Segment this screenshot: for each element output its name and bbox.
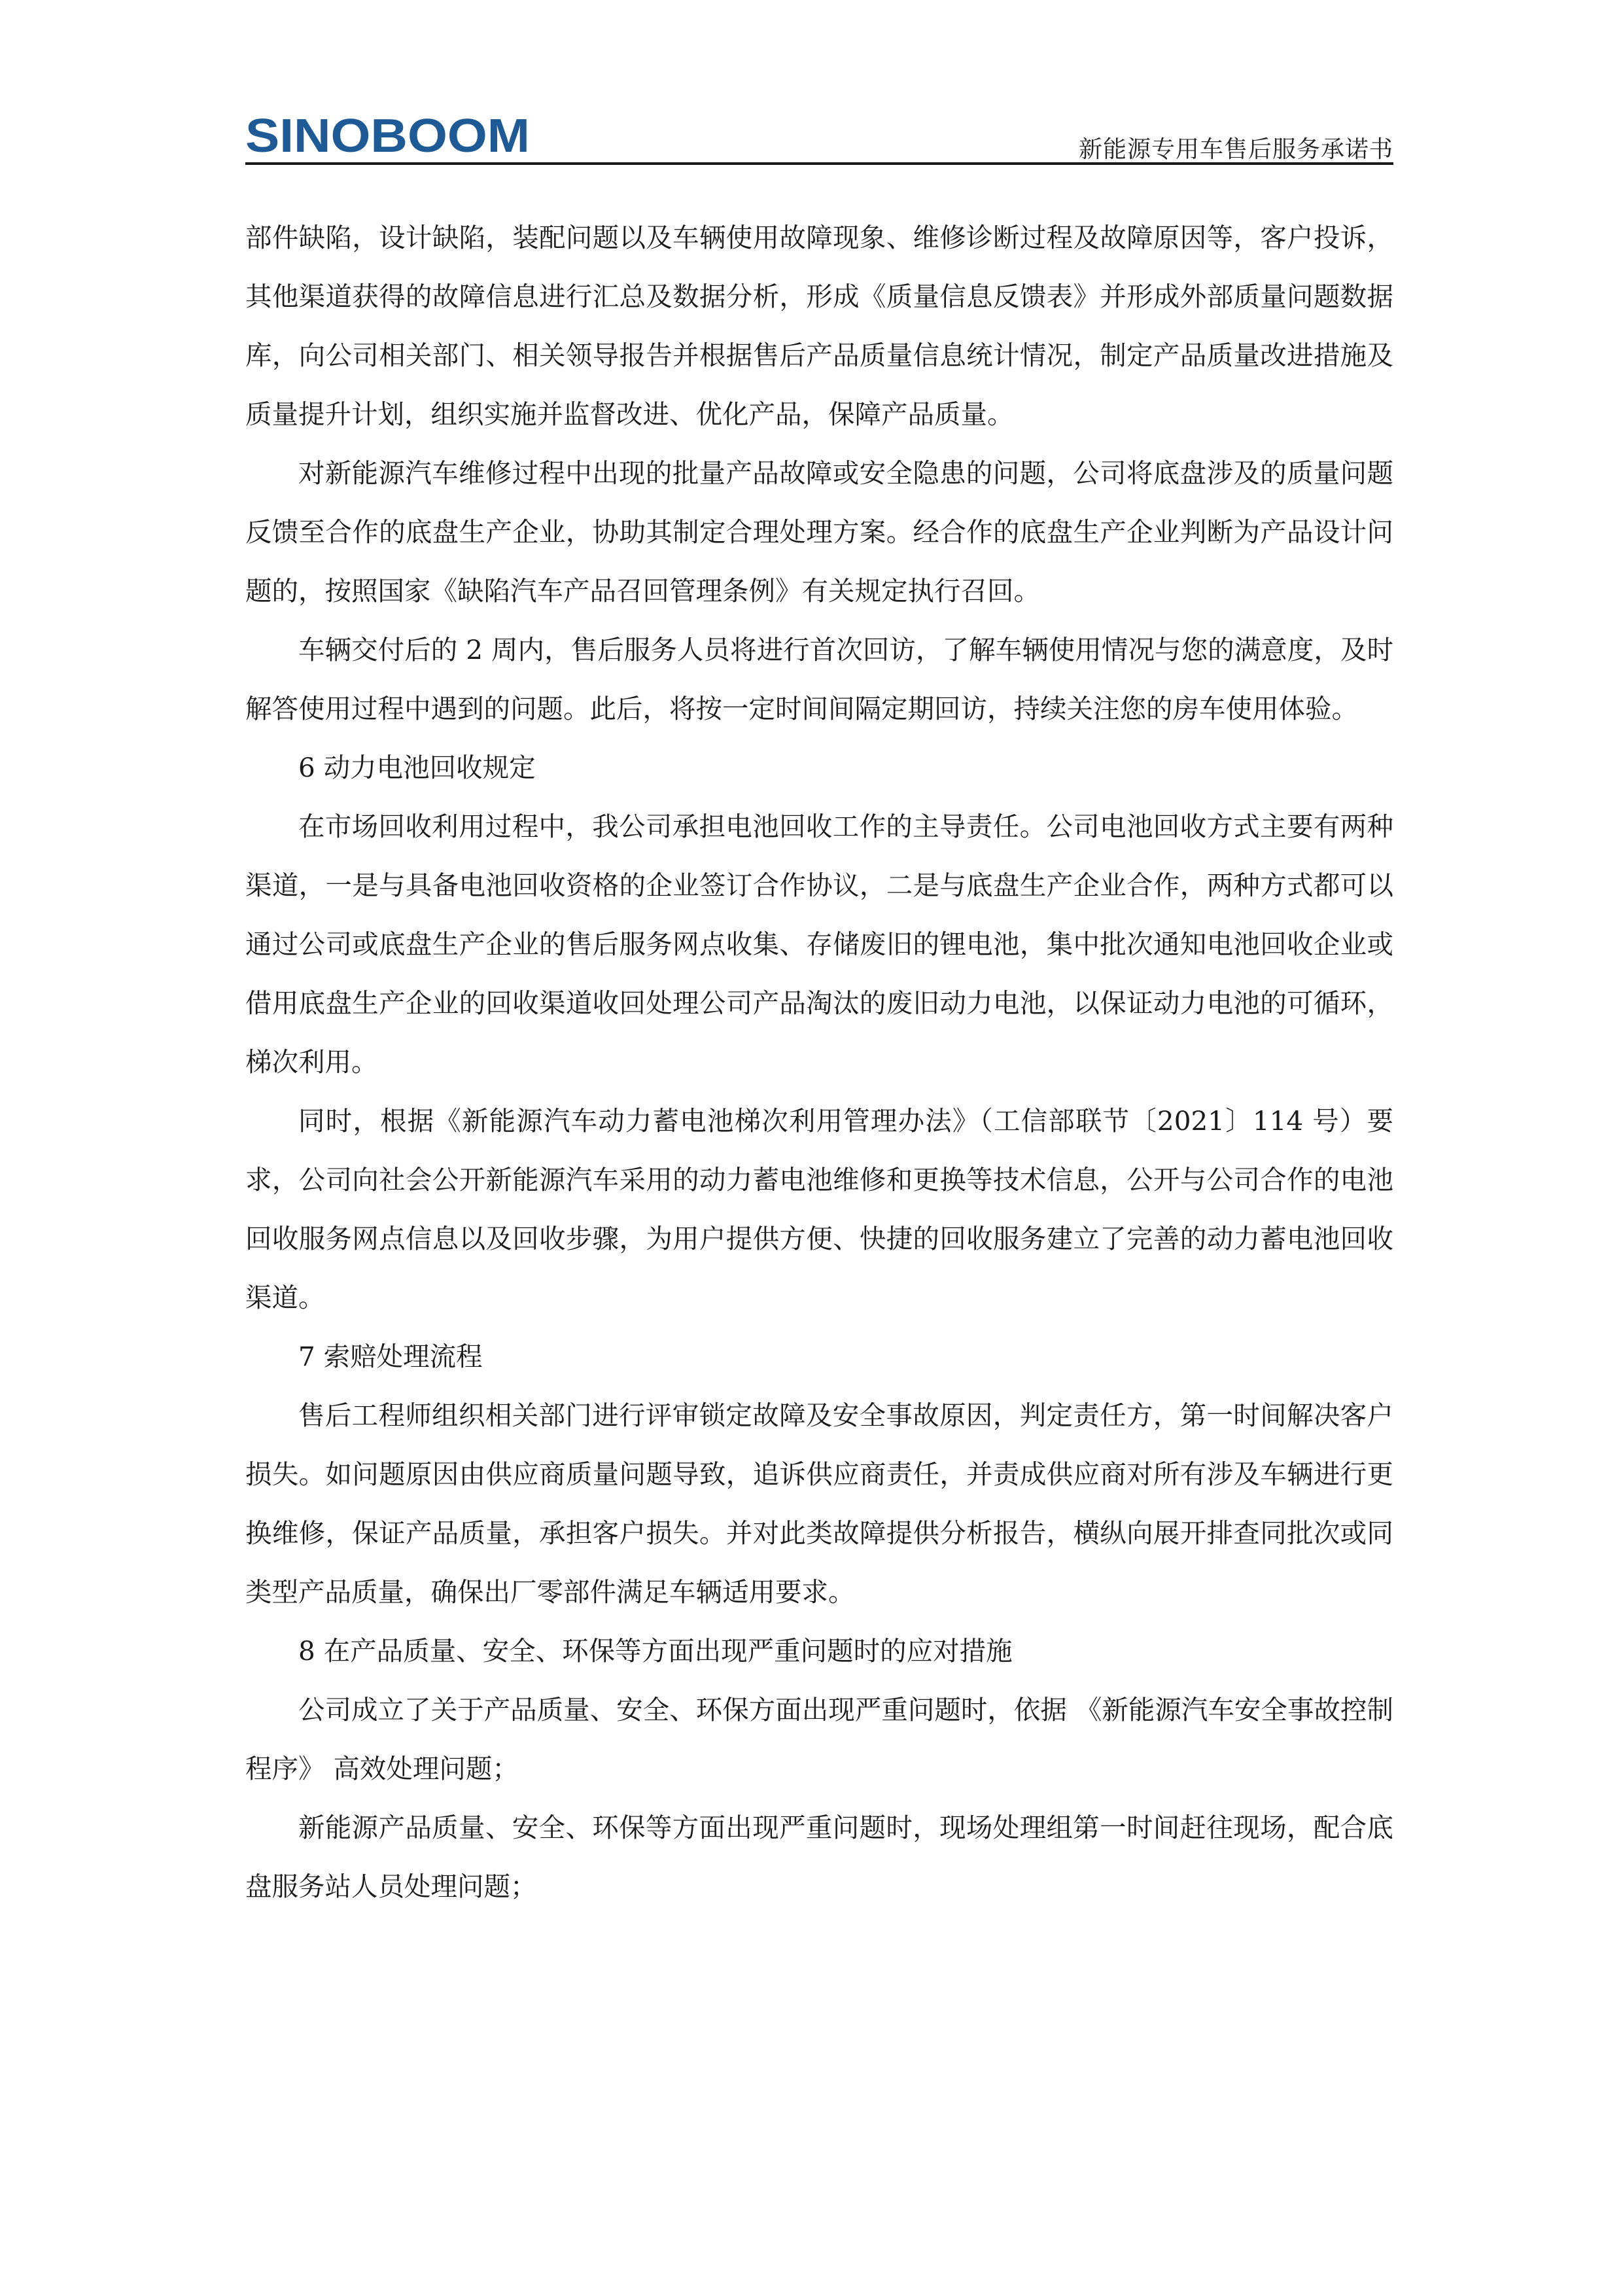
- section-heading-6: 6 动力电池回收规定: [298, 752, 536, 783]
- paragraph-battery-regulation: 同时，根据《新能源汽车动力蓄电池梯次利用管理办法》（工信部联节〔2021〕114 号）要求，公司向社会公开新能源汽车采用的动力蓄电池维修和更换等技术信息，公开与公司合作的电池回收服务网点信息以及回收步骤，为用户提供方便、快捷的回收服务建立了完善的动力蓄电池回收渠道。: [245, 1105, 1393, 1313]
- page-header: [245, 98, 1393, 164]
- paragraph-onsite-handling: 新能源产品质量、安全、环保等方面出现严重问题时，现场处理组第一时间赶往现场，配合底盘服务站人员处理问题；: [245, 1812, 1393, 1902]
- section-heading-7: 7 索赔处理流程: [298, 1341, 483, 1372]
- section-heading-8: 8 在产品质量、安全、环保等方面出现严重问题时的应对措施: [298, 1635, 1013, 1667]
- svg-text:SINOBOOM: SINOBOOM: [245, 114, 530, 157]
- paragraph-claims-process: 售后工程师组织相关部门进行评审锁定故障及安全事故原因，判定责任方，第一时间解决客户损失。如问题原因由供应商质量问题导致，追诉供应商责任，并责成供应商对所有涉及车辆进行更换维修，保证产品质量，承担客户损失。并对此类故障提供分析报告，横纵向展开排查同批次或同类型产品质量，确保出厂零部件满足车辆适用要求。: [245, 1400, 1393, 1608]
- paragraph-continued: 部件缺陷，设计缺陷，装配问题以及车辆使用故障现象、维修诊断过程及故障原因等，客户投诉，其他渠道获得的故障信息进行汇总及数据分析，形成《质量信息反馈表》并形成外部质量问题数据库，向公司相关部门、相关领导报告并根据售后产品质量信息统计情况，制定产品质量改进措施及质量提升计划，组织实施并监督改进、优化产品，保障产品质量。: [245, 222, 1393, 430]
- paragraph-battery-recycling: 在市场回收利用过程中，我公司承担电池回收工作的主导责任。公司电池回收方式主要有两种渠道，一是与具备电池回收资格的企业签订合作协议，二是与底盘生产企业合作，两种方式都可以通过公司或底盘生产企业的售后服务网点收集、存储废旧的锂电池，集中批次通知电池回收企业或借用底盘生产企业的回收渠道收回处理公司产品淘汰的废旧动力电池，以保证动力电池的可循环，梯次利用。: [245, 811, 1393, 1078]
- document-body: [245, 208, 1393, 1916]
- header-divider: [245, 162, 1393, 165]
- paragraph-follow-up-visit: 车辆交付后的 2 周内，售后服务人员将进行首次回访，了解车辆使用情况与您的满意度，及时解答使用过程中遇到的问题。此后，将按一定时间间隔定期回访，持续关注您的房车使用体验。: [245, 634, 1393, 724]
- document-title: 新能源专用车售后服务承诺书: [1078, 136, 1393, 163]
- paragraph-emergency-procedure: 公司成立了关于产品质量、安全、环保方面出现严重问题时，依据 《新能源汽车安全事故控制程序》 高效处理问题；: [245, 1694, 1393, 1784]
- paragraph-recall: 对新能源汽车维修过程中出现的批量产品故障或安全隐患的问题，公司将底盘涉及的质量问题反馈至合作的底盘生产企业，协助其制定合理处理方案。经合作的底盘生产企业判断为产品设计问题的，按照国家《缺陷汽车产品召回管理条例》有关规定执行召回。: [245, 457, 1393, 607]
- sinoboom-logo: [245, 114, 533, 157]
